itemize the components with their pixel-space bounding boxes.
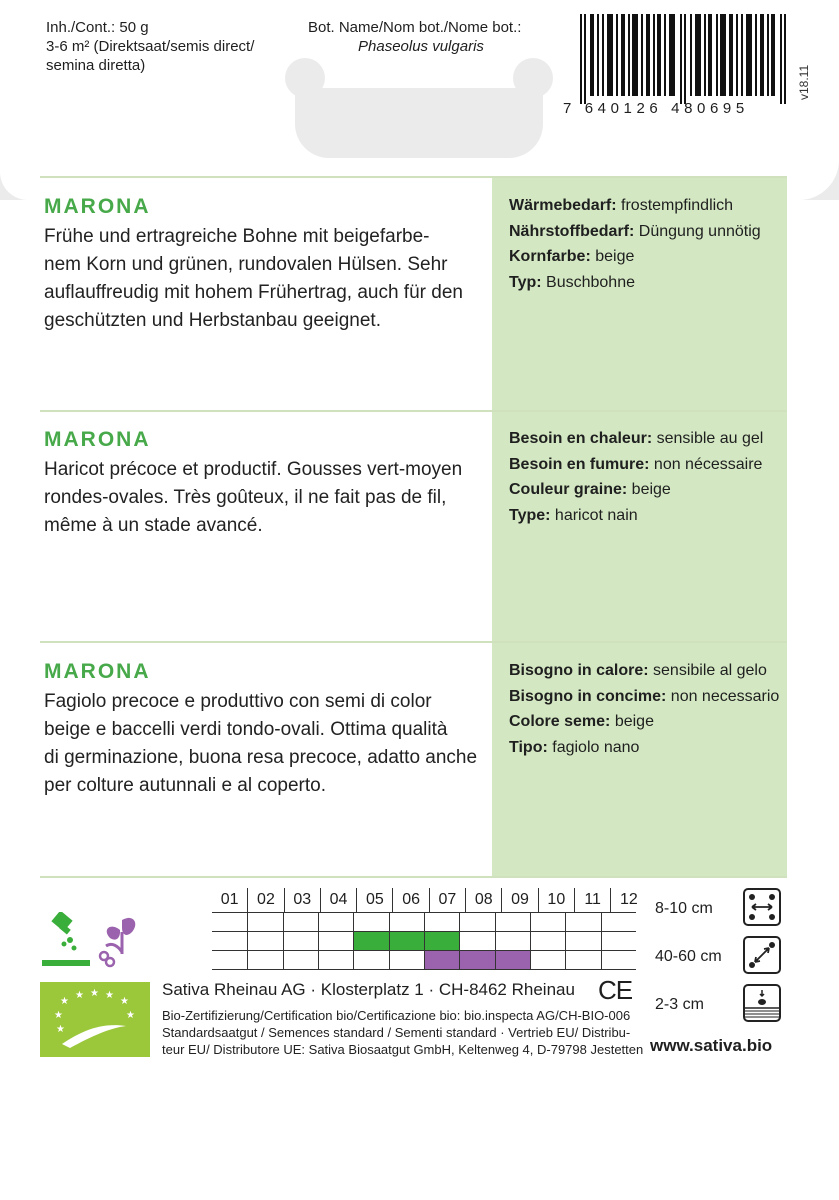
grid-line: [353, 951, 354, 969]
fact-label: Typ:: [509, 273, 542, 291]
content-info: [46, 18, 254, 75]
desc-line: rondes-ovales. Très goûteux, il ne fait pas de fil,: [44, 487, 447, 508]
grid-line: [565, 951, 566, 969]
grid-line: [495, 951, 496, 969]
grid-line: [318, 951, 319, 969]
fact-value: non necessario: [666, 687, 780, 705]
svg-text:★: ★: [54, 1010, 63, 1021]
month-label: 12: [610, 888, 646, 912]
svg-text:★: ★: [120, 996, 129, 1007]
grid-line: [247, 951, 248, 969]
svg-text:★: ★: [105, 990, 114, 1001]
company-address: Sativa Rheinau AG · Klosterplatz 1 · CH-8462 Rheinau: [162, 980, 575, 999]
section-french: [44, 428, 489, 540]
grid-line: [459, 951, 460, 969]
fact-value: beige: [610, 713, 654, 730]
barcode-digits: 7 640126 480695: [563, 100, 749, 117]
desc-line: beige e baccelli verdi tondo-ovali. Ottima qualità: [44, 719, 448, 740]
grid-line: [424, 932, 425, 950]
month-label: 06: [392, 888, 428, 912]
version-label: [797, 25, 811, 100]
grid-line: [530, 932, 531, 950]
grid-line: [247, 913, 248, 931]
month-label: 11: [574, 888, 610, 912]
facts-french: [509, 426, 784, 528]
fact-row: [509, 426, 784, 452]
variety-title: MARONA: [44, 428, 151, 451]
month-label: 04: [320, 888, 356, 912]
fact-value: Buschbohne: [541, 273, 635, 291]
variety-title: MARONA: [44, 195, 151, 218]
fact-row: [509, 658, 784, 684]
fact-label: Bisogno in calore:: [509, 662, 649, 679]
grid-line: [495, 913, 496, 931]
fact-row: [509, 477, 784, 503]
barcode: [580, 14, 790, 104]
fact-label: Nährstoffbedarf:: [509, 222, 635, 240]
sowing-icon: [40, 912, 92, 968]
desc-line: Fagiolo precoce e produttivo con semi di color: [44, 691, 432, 712]
fact-value: beige: [590, 248, 635, 265]
facts-italian: [509, 658, 784, 760]
row-spacing-icon: [743, 888, 781, 926]
fact-value: frostempfindlich: [616, 197, 734, 214]
month-label: 07: [429, 888, 465, 912]
grid-line: [565, 932, 566, 950]
grid-line: [318, 932, 319, 950]
fact-row: [509, 452, 784, 478]
row-spacing-value: 8-10 cm: [655, 900, 713, 917]
section-german: [44, 195, 489, 335]
fact-label: Tipo:: [509, 738, 548, 756]
fact-label: Colore seme:: [509, 713, 611, 730]
svg-text:★: ★: [126, 1010, 135, 1021]
month-label: 05: [356, 888, 392, 912]
grid-line: [565, 913, 566, 931]
fact-label: Besoin en chaleur:: [509, 430, 653, 447]
fact-value: beige: [627, 481, 671, 498]
variety-description: [44, 456, 489, 540]
fact-value: sensible au gel: [652, 430, 764, 447]
fact-label: Wärmebedarf:: [509, 197, 617, 214]
botname-label: Bot. Name/Nom bot./Nome bot.:: [308, 19, 522, 36]
grid-line: [247, 932, 248, 950]
month-label: 01: [220, 891, 239, 908]
harvest-period-bar: [424, 951, 530, 969]
fact-value: Düngung unnötig: [634, 222, 761, 240]
grid-line: [283, 951, 284, 969]
legal-line: Standardsaatgut / Semences standard / Sementi standard · Vertrieb EU/ Distribu-: [162, 1025, 631, 1040]
calendar-grid: [212, 912, 636, 970]
month-label: 10: [538, 888, 574, 912]
grid-line: [389, 932, 390, 950]
sowing-period-bar: [353, 932, 459, 950]
svg-text:★: ★: [60, 996, 69, 1007]
planting-icon: [96, 912, 148, 968]
divider-2: [40, 641, 787, 643]
desc-line: di germinazione, buona resa precoce, adatto anche: [44, 747, 478, 768]
ce-mark: CE: [598, 975, 633, 1005]
fact-value: sensibile al gelo: [648, 662, 767, 679]
grid-line: [424, 913, 425, 931]
fact-row: [509, 270, 784, 296]
grid-line: [601, 913, 602, 931]
website-link[interactable]: www.sativa.bio: [650, 1036, 773, 1055]
grid-line: [530, 913, 531, 931]
botanical-name: [308, 18, 521, 56]
variety-description: [44, 688, 489, 800]
growing-calendar: [212, 888, 647, 970]
desc-line: per colture autunnali e al coperto.: [44, 775, 327, 796]
fact-row: [509, 709, 784, 735]
month-label: 08: [465, 888, 501, 912]
fact-row: [509, 219, 784, 245]
fact-row: [509, 193, 784, 219]
plant-distance-value: 40-60 cm: [655, 948, 722, 965]
area-line-1: 3-6 m² (Direktsaat/semis direct/: [46, 38, 255, 55]
desc-line: nem Korn und grünen, rundovalen Hülsen. Sehr: [44, 254, 448, 275]
desc-line: geschützten und Herbstanbau geeignet.: [44, 310, 381, 331]
facts-german: [509, 193, 784, 295]
sowing-depth-value: 2-3 cm: [655, 996, 704, 1013]
divider-1: [40, 410, 787, 412]
divider-top: [40, 176, 787, 178]
sowing-depth-icon: [743, 984, 781, 1022]
fact-value: haricot nain: [550, 506, 638, 524]
section-italian: [44, 660, 489, 800]
fact-label: Bisogno in concime:: [509, 687, 667, 705]
fact-value: non nécessaire: [649, 455, 763, 473]
plant-distance-icon: [743, 936, 781, 974]
desc-line: Haricot précoce et productif. Gousses vert-moyen: [44, 459, 463, 480]
desc-line: Frühe und ertragreiche Bohne mit beigefarbe-: [44, 226, 430, 247]
svg-text:★: ★: [90, 988, 99, 999]
botname-value: Phaseolus vulgaris: [358, 38, 484, 55]
grid-line: [389, 913, 390, 931]
fact-value: fagiolo nano: [547, 738, 640, 756]
calendar-row-blank: [212, 913, 636, 932]
content-label: Inh./Cont.: 50 g: [46, 19, 149, 36]
variety-description: [44, 223, 489, 335]
grid-line: [601, 951, 602, 969]
grid-line: [459, 913, 460, 931]
fact-row: [509, 503, 784, 529]
fact-label: Couleur graine:: [509, 481, 628, 498]
svg-text:★: ★: [56, 1024, 65, 1035]
grid-line: [530, 951, 531, 969]
calendar-row-sowing: [212, 932, 636, 951]
eu-organic-logo: [40, 982, 150, 1057]
grid-line: [283, 913, 284, 931]
legal-line: Bio-Zertifizierung/Certification bio/Certificazione bio: bio.inspecta AG/CH-BIO-006: [162, 1008, 631, 1023]
grid-line: [353, 932, 354, 950]
grid-line: [424, 951, 425, 969]
legal-line: teur EU/ Distributore UE: Sativa Biosaatgut GmbH, Keltenweg 4, D-79798 Jestetten: [162, 1042, 644, 1057]
fact-label: Type:: [509, 506, 551, 524]
hanger-cutout: [295, 88, 543, 158]
left-top-notch: [0, 0, 28, 200]
version-text: v18.11: [797, 64, 811, 100]
month-label: 09: [501, 888, 537, 912]
fact-label: Kornfarbe:: [509, 248, 591, 265]
area-line-2: semina diretta): [46, 57, 146, 74]
desc-line: auflauffreudig mit hohem Frühertrag, auch für den: [44, 282, 463, 303]
grid-line: [389, 951, 390, 969]
fact-row: [509, 244, 784, 270]
fact-label: Besoin en fumure:: [509, 455, 650, 473]
variety-title: MARONA: [44, 660, 151, 683]
divider-bottom: [40, 876, 787, 878]
grid-line: [353, 913, 354, 931]
fact-row: [509, 735, 784, 761]
grid-line: [459, 932, 460, 950]
calendar-row-harvest: [212, 951, 636, 970]
grid-line: [601, 932, 602, 950]
month-label: 03: [284, 888, 320, 912]
grid-line: [283, 932, 284, 950]
legal-info: [162, 1007, 643, 1058]
grid-line: [495, 932, 496, 950]
month-label: 02: [247, 888, 283, 912]
desc-line: même à un stade avancé.: [44, 515, 263, 536]
grid-line: [318, 913, 319, 931]
fact-row: [509, 684, 784, 710]
svg-text:★: ★: [75, 990, 84, 1001]
calendar-months: [212, 888, 647, 912]
